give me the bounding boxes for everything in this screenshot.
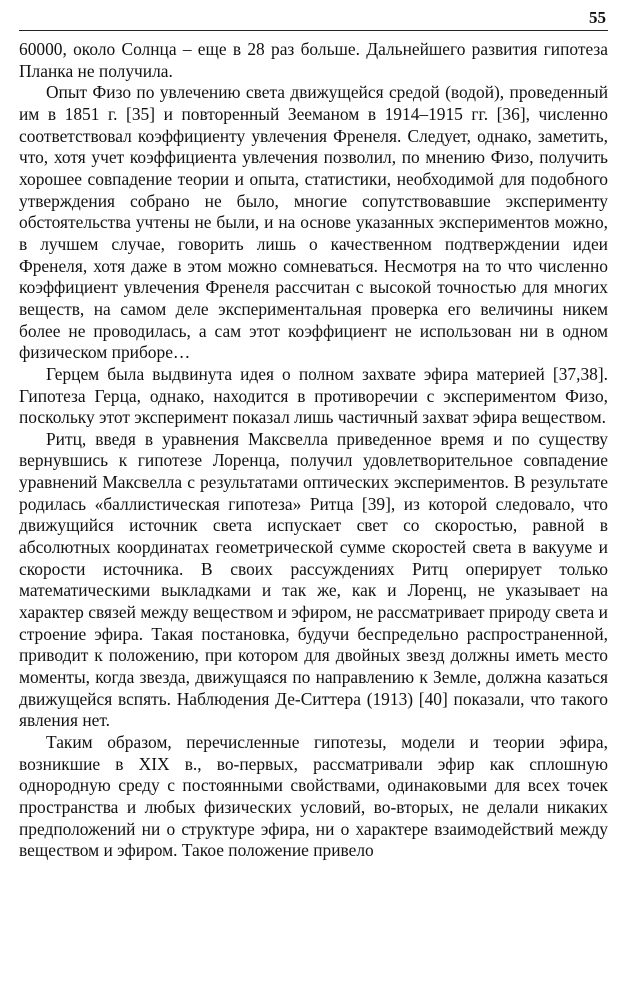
- body-text: [19, 39, 608, 862]
- paragraph-summary: Таким образом, перечисленные гипотезы, модели и теории эфира, возникшие в XIX в., во-первых, рассматривали эфир как сплошную однородную среду с постоянными свойствами, одинаковыми для всех точек пространства и любых физических условий, во-вторых, не делали никаких предположений ни о структуре эфира, ни о характере взаимодействий между веществом и эфиром. Такое положение привело: [19, 732, 608, 861]
- header-rule: [19, 30, 608, 31]
- paragraph-hertz-hypothesis: Герцем была выдвинута идея о полном захвате эфира материей [37,38]. Гипотеза Герца, однако, находится в противоречии с экспериментом Физо, поскольку этот эксперимент показал лишь частичный захват эфира веществом.: [19, 363, 608, 428]
- paragraph-fizeau-experiment: Опыт Физо по увлечению света движущейся средой (водой), проведенный им в 1851 г. [35] и повторенный Зееманом в 1914–1915 гг. [36], численно соответствовал коэффициенту увлечения Френеля. Следует, однако, заметить, что, хотя учет коэффициента увлечения позволил, по мнению Физо, получить хорошее совпадение теории и опыта, статистики, необходимой для подобного утверждения собрано не было, многие сопутствовавшие эксперименту обстоятельства учтены не были, и на основе указанных экспериментов можно, в лучшем случае, говорить лишь о качественном подтверждении идеи Френеля, хотя даже в этом можно сомневаться. Несмотря на то что численно коэффициент увлечения Френеля рассчитан с высокой точностью для многих веществ, на самом деле экспериментальная проверка его величины никем более не проводилась, а сам этот коэффициент не использован ни в одном физическом приборе…: [19, 82, 608, 363]
- paragraph-planck-conclusion: 60000, около Солнца – еще в 28 раз больше. Дальнейшего развития гипотеза Планка не получила.: [19, 39, 608, 81]
- paragraph-ritz-ballistic-hypothesis: Ритц, введя в уравнения Максвелла приведенное время и по существу вернувшись к гипотезе Лоренца, получил удовлетворительное совпадение уравнений Максвелла с результатами оптических экспериментов. В результате родилась «баллистическая гипотеза» Ритца [39], из которой следовало, что движущийся источник света испускает свет со скоростью, равной в абсолютных координатах геометрической сумме скоростей света в вакууме и скорости источника. В своих рассуждениях Ритц оперирует только математическими выкладками и так же, как и Лоренц, не указывает на характер связей между веществом и эфиром, не рассматривает природу света и строение эфира. Такая постановка, будучи беспредельно распространенной, приводит к положению, при котором для двойных звезд должны иметь место моменты, когда звезда, движущаяся по направлению к Земле, должна казаться движущейся вспять. Наблюдения Де-Ситтера (1913) [40] показали, что такого явления нет.: [19, 428, 608, 731]
- page-number: 55: [589, 8, 606, 27]
